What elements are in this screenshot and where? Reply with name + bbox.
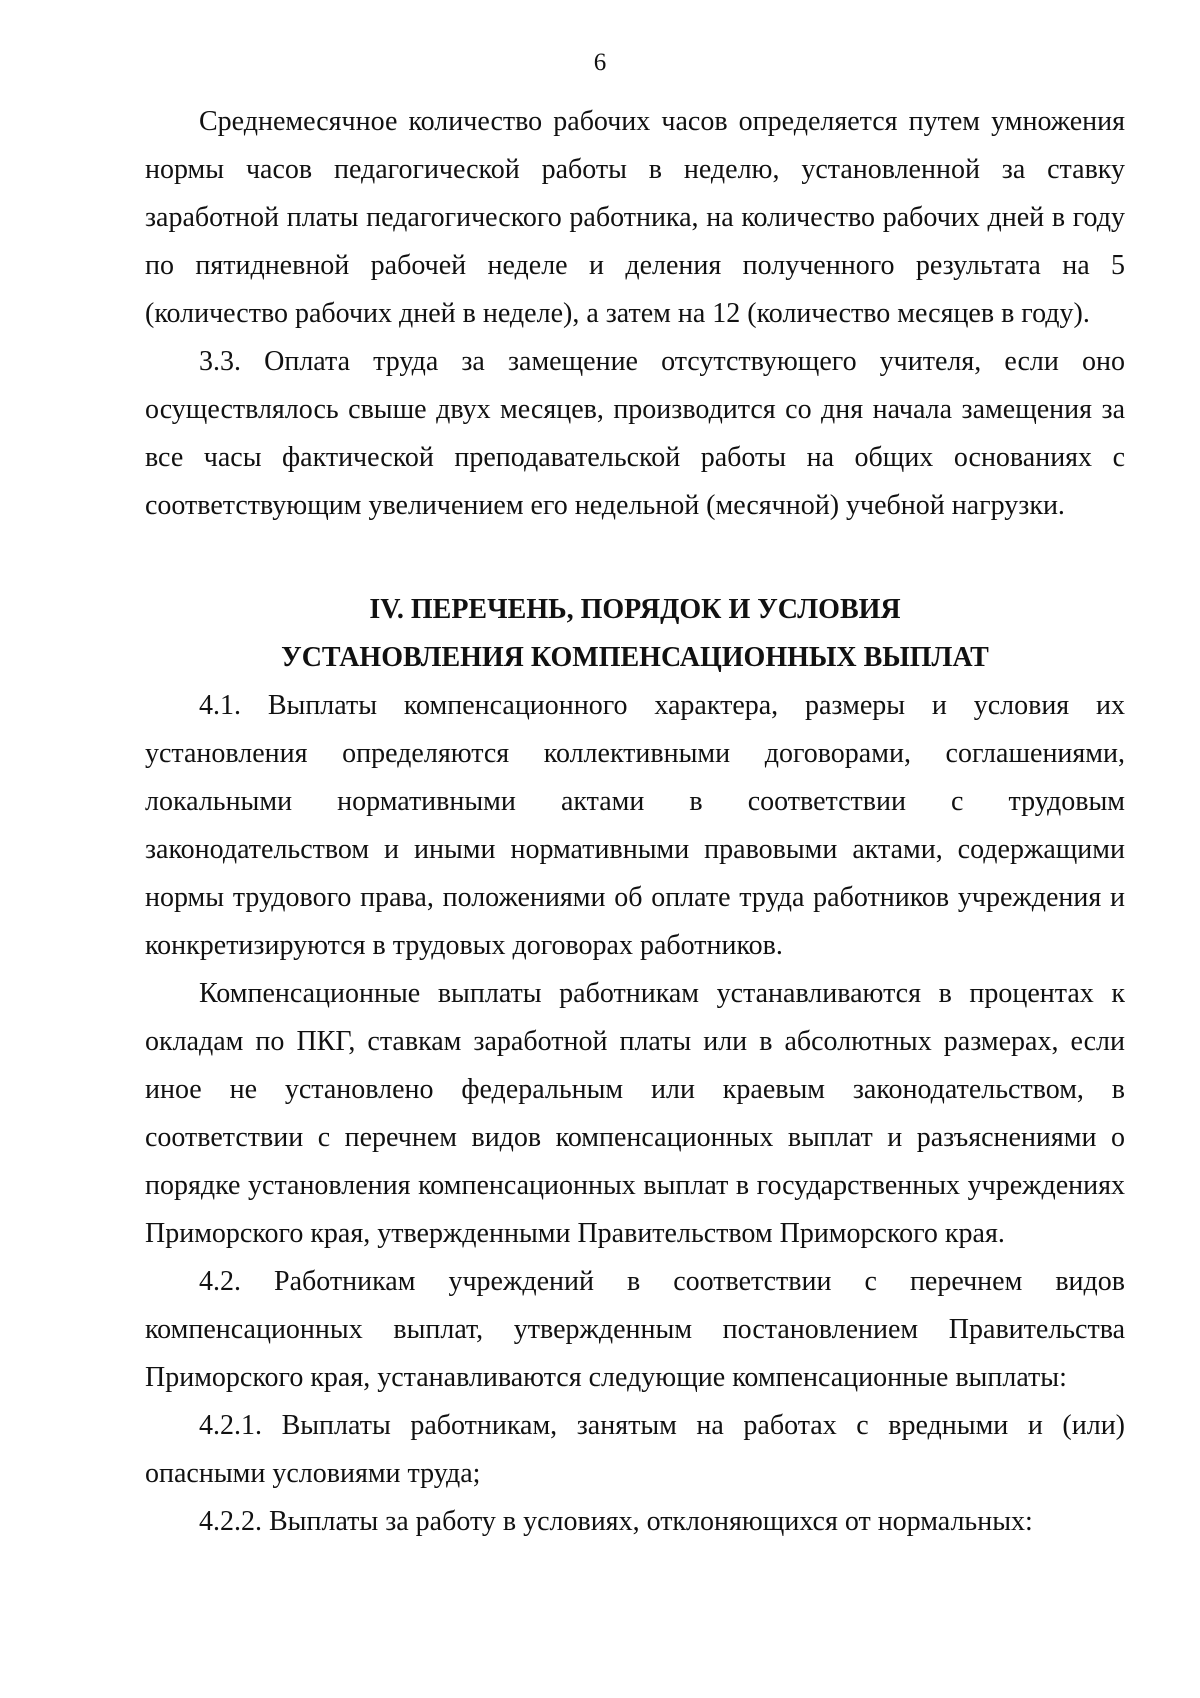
page-number: 6	[593, 49, 607, 76]
paragraph-4-2-1: 4.2.1. Выплаты работникам, занятым на работах с вредными и (или) опасными условиями труда;	[145, 1410, 1125, 1489]
paragraph-4-2-2: 4.2.2. Выплаты за работу в условиях, отклоняющихся от нормальных:	[199, 1506, 1033, 1537]
paragraph-compensation-payments: Компенсационные выплаты работникам устанавливаются в процентах к окладам по ПКГ, ставкам заработной платы или в абсолютных размерах, если иное не установлено федеральным или краевым законодательством, в соответствии с перечнем видов компенсационных выплат и разъяснениями о порядке установления компенсационных выплат в государственных учреждениях Приморского края, утвержденными Правительством Приморского края.	[145, 978, 1125, 1249]
paragraph-3-3: 3.3. Оплата труда за замещение отсутствующего учителя, если оно осуществлялось свыше двух месяцев, производится со дня начала замещения за все часы фактической преподавательской работы на общих основаниях с соответствующим увеличением его недельной (месячной) учебной нагрузки.	[145, 346, 1125, 521]
section-heading-line-1: IV. ПЕРЕЧЕНЬ, ПОРЯДОК И УСЛОВИЯ	[369, 594, 901, 625]
section-heading-line-2: УСТАНОВЛЕНИЯ КОМПЕНСАЦИОННЫХ ВЫПЛАТ	[281, 642, 989, 673]
document-body	[145, 98, 1125, 1546]
paragraph-4-1: 4.1. Выплаты компенсационного характера, размеры и условия их установления определяются коллективными договорами, соглашениями, локальными нормативными актами в соответствии с трудовым законодательством и иными нормативными правовыми актами, содержащими нормы трудового права, положениями об оплате труда работников учреждения и конкретизируются в трудовых договорах работников.	[145, 690, 1125, 961]
paragraph-working-hours: Среднемесячное количество рабочих часов определяется путем умножения нормы часов педагогической работы в неделю, установленной за ставку заработной платы педагогического работника, на количество рабочих дней в году по пятидневной рабочей неделе и деления полученного результата на 5 (количество рабочих дней в неделе), а затем на 12 (количество месяцев в году).	[145, 106, 1125, 329]
section-heading	[145, 586, 1125, 682]
paragraph-4-2: 4.2. Работникам учреждений в соответствии с перечнем видов компенсационных выплат, утвержденным постановлением Правительства Приморского края, устанавливаются следующие компенсационные выплаты:	[145, 1266, 1125, 1393]
